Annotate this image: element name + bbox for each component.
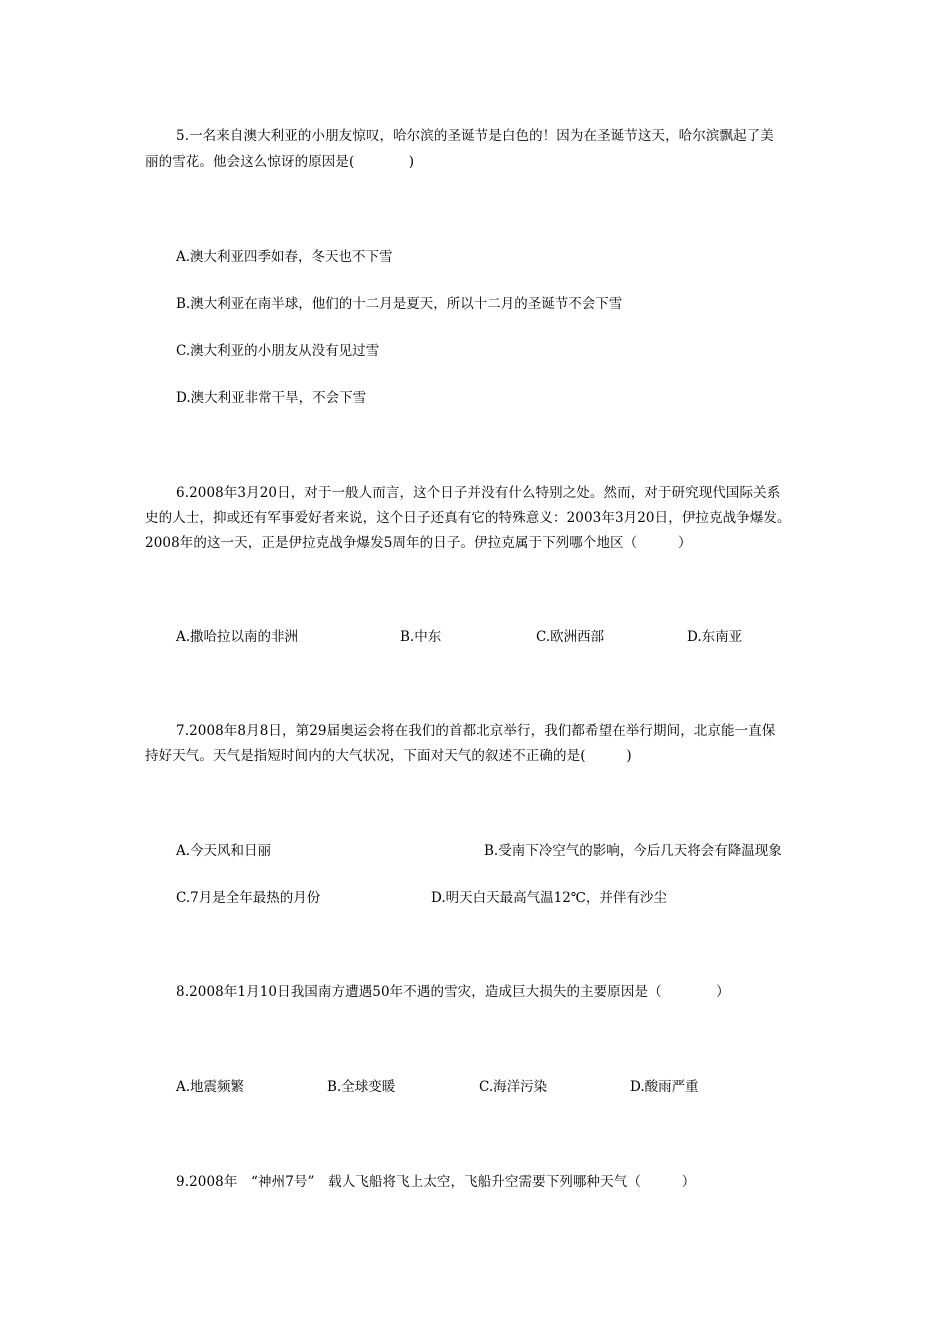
question-8-line-1: 8.2008年1月10日我国南方遭遇50年不遇的雪灾，造成巨大损失的主要原因是（ ） — [176, 984, 730, 1000]
question-6-option-b: B.中东 — [400, 629, 442, 645]
question-6-option-a: A.撒哈拉以南的非洲 — [176, 629, 299, 645]
question-5-option-b: B.澳大利亚在南半球，他们的十二月是夏天，所以十二月的圣诞节不会下雪 — [176, 296, 623, 312]
question-7-option-c: C.7月是全年最热的月份 — [176, 890, 321, 906]
question-5-option-c: C.澳大利亚的小朋友从没有见过雪 — [176, 343, 380, 359]
question-6-option-c: C.欧洲西部 — [536, 629, 605, 645]
question-6-line-2: 史的人士，抑或还有军事爱好者来说，这个日子还真有它的特殊意义：2003年3月20日，伊拉克战争爆发。 — [145, 510, 791, 526]
question-7-line-2: 持好天气。天气是指短时间内的大气状况，下面对天气的叙述不正确的是( ) — [145, 748, 632, 764]
question-6-option-d: D.东南亚 — [687, 629, 743, 645]
question-6-line-1: 6.2008年3月20日，对于一般人而言，这个日子并没有什么特别之处。然而，对于研究现代国际关系 — [176, 485, 781, 501]
question-8-option-c: C.海洋污染 — [479, 1079, 548, 1095]
question-5-line-2: 丽的雪花。他会这么惊讶的原因是( ) — [145, 154, 415, 170]
question-7-line-1: 7.2008年8月8日，第29届奥运会将在我们的首都北京举行，我们都希望在举行期间，北京能一直保 — [176, 723, 776, 739]
question-5-option-a: A.澳大利亚四季如春，冬天也不下雪 — [176, 249, 393, 265]
question-5-option-d: D.澳大利亚非常干旱，不会下雪 — [176, 390, 367, 406]
question-6-line-3: 2008年的这一天，正是伊拉克战争爆发5周年的日子。伊拉克属于下列哪个地区（ ） — [145, 535, 692, 551]
question-7-option-d: D.明天白天最高气温12℃，并伴有沙尘 — [431, 890, 667, 906]
question-7-option-b: B.受南下冷空气的影响，今后几天将会有降温现象 — [484, 843, 782, 859]
question-9-line-1: 9.2008年 “神州7号” 载人飞船将飞上太空，飞船升空需要下列哪种天气（ ） — [176, 1174, 696, 1190]
question-5-line-1: 5.一名来自澳大利亚的小朋友惊叹，哈尔滨的圣诞节是白色的！因为在圣诞节这天，哈尔滨飘起了美 — [176, 128, 774, 144]
question-8-option-b: B.全球变暖 — [327, 1079, 396, 1095]
question-7-option-a: A.今天风和日丽 — [176, 843, 272, 859]
question-8-option-a: A.地震频繁 — [176, 1079, 245, 1095]
question-8-option-d: D.酸雨严重 — [630, 1079, 699, 1095]
